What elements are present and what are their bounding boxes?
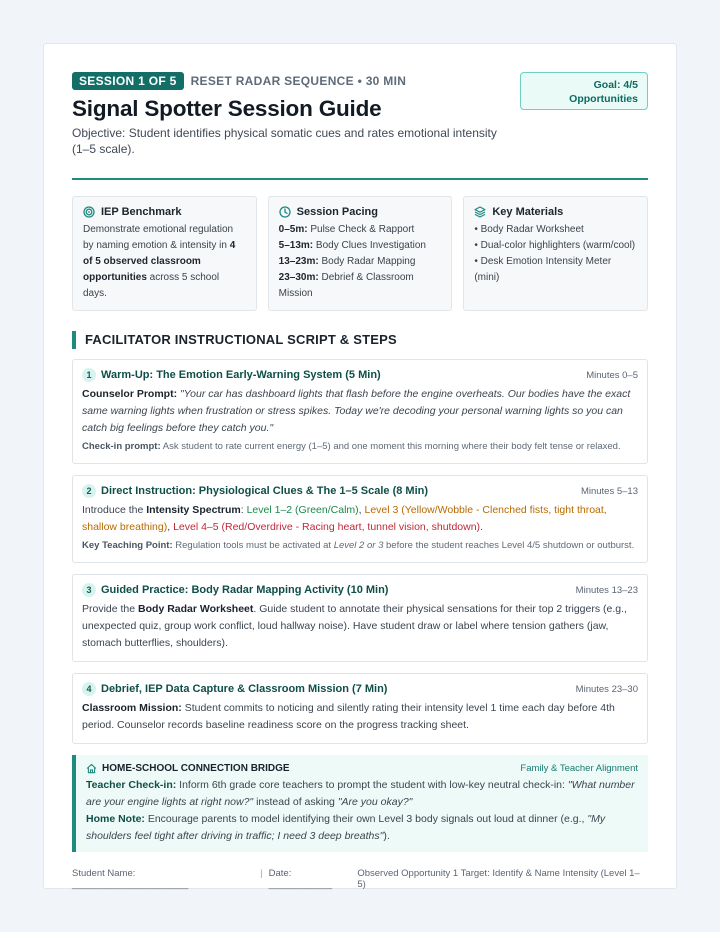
teacher-checkin-text: instead of asking	[253, 796, 338, 808]
mission-text: Student commits to noticing and silently rating their intensity level 1 time each day before 4th period. Counselor records baseline readiness score on the progress tracking sheet.	[82, 702, 615, 731]
pacing-time: 13–23m:	[278, 256, 319, 267]
intro-text: Introduce the	[82, 504, 147, 516]
step-title	[82, 583, 388, 597]
pacing-row	[279, 254, 442, 270]
materials-card-title: Key Materials	[492, 206, 564, 218]
prompt-label: Counselor Prompt:	[82, 388, 178, 400]
punctuation: ,	[167, 521, 174, 533]
practice-text: Provide the	[82, 603, 139, 615]
teacher-question: "What number are your engine lights at right now?"	[86, 779, 635, 808]
clock-icon	[279, 206, 291, 218]
step-card-1	[72, 359, 648, 464]
practice-text: . Guide student to annotate their physical sensations for their top 2 triggers (e.g., unexpected quiz, group work conflict, loud hallway noise). Have student draw or label where tension gathers (jaw, stomach butterflies, shoulders).	[82, 603, 627, 649]
step-minutes: Minutes 13–23	[575, 584, 638, 596]
bridge-title-text: HOME-SCHOOL CONNECTION BRIDGE	[102, 763, 290, 774]
pacing-activity: Body Radar Mapping	[318, 256, 416, 267]
pacing-card-title: Session Pacing	[296, 206, 378, 218]
teacher-checkin-text: Inform 6th grade core teachers to prompt the student with low-key neutral check-in:	[176, 779, 568, 791]
objective: Objective: Student identifies physical somatic cues and rates emotional intensity (1–5 scale).	[72, 126, 497, 156]
home-note-text: Encourage parents to model identifying their own Level 3 body signals out loud at dinner (e.g.,	[144, 813, 588, 825]
student-name-field[interactable]: Student Name: ______________________	[72, 868, 189, 890]
step-minutes: Minutes 5–13	[580, 485, 638, 497]
pacing-activity: Body Clues Investigation	[313, 240, 426, 251]
materials-list	[474, 222, 637, 286]
session-guide-page	[43, 43, 677, 889]
step-title-text: Warm-Up: The Emotion Early-Warning System (5 Min)	[101, 369, 381, 381]
home-icon	[86, 763, 97, 774]
pacing-time: 23–30m:	[278, 272, 319, 283]
benchmark-card-title: IEP Benchmark	[101, 206, 182, 218]
pacing-card	[268, 196, 453, 311]
mission-label: Classroom Mission:	[82, 702, 182, 714]
counselor-prompt	[82, 386, 638, 437]
material-item: • Desk Emotion Intensity Meter (mini)	[474, 256, 612, 283]
step-card-2	[72, 475, 648, 563]
teaching-point-text: Regulation tools must be activated at	[172, 540, 334, 551]
step-minutes: Minutes 23–30	[575, 683, 638, 695]
pacing-list	[279, 222, 442, 302]
step-card-3	[72, 574, 648, 662]
bridge-title	[86, 763, 290, 774]
sequence-label: RESET RADAR SEQUENCE • 30 MIN	[190, 74, 407, 88]
step-header	[82, 583, 638, 597]
step-minutes: Minutes 0–5	[586, 369, 638, 381]
teacher-checkin-label: Teacher Check-in:	[86, 779, 177, 791]
teaching-point-label: Key Teaching Point:	[82, 540, 173, 551]
goal-unit: Opportunities	[569, 93, 638, 105]
home-note-text: ).	[383, 830, 390, 842]
teacher-question: "Are you okay?"	[337, 796, 413, 808]
teacher-checkin	[86, 777, 638, 811]
step-header	[82, 484, 638, 498]
pacing-card-header	[279, 206, 442, 218]
spectrum-label: Intensity Spectrum	[146, 504, 241, 516]
teaching-point	[82, 539, 638, 553]
worksheet-name: Body Radar Worksheet	[138, 603, 254, 615]
teaching-point-text: before the student reaches Level 4/5 shutdown or outburst.	[383, 540, 635, 551]
step-number: 1	[82, 368, 96, 382]
home-note	[86, 811, 638, 845]
prompt-text: "Your car has dashboard lights that flash before the engine overheats. Our bodies have the exact same warning lights when frustration or stress spikes. Today we're decoding your personal warning lights so you can catch big feelings before they catch you."	[82, 388, 631, 434]
checkin-text: Ask student to rate current energy (1–5) and one moment this morning where their body felt tense or relaxed.	[160, 441, 621, 452]
benchmark-card	[72, 196, 257, 311]
benchmark-text	[83, 222, 246, 302]
pacing-time: 5–13m:	[278, 240, 314, 251]
level-green: Level 1–2 (Green/Calm)	[246, 504, 359, 516]
punctuation: :	[240, 504, 247, 516]
pacing-row	[279, 270, 442, 302]
level-red: Level 4–5 (Red/Overdrive - Racing heart, tunnel vision, shutdown)	[173, 521, 481, 533]
step-header	[82, 682, 638, 696]
header	[72, 72, 648, 180]
home-school-bridge	[72, 755, 648, 852]
benchmark-text-b: across 5 school days.	[83, 272, 220, 299]
benchmark-card-header	[83, 206, 246, 218]
home-note-label: Home Note:	[86, 813, 145, 825]
material-item: • Dual-color highlighters (warm/cool)	[474, 240, 636, 251]
pacing-activity: Pulse Check & Rapport	[307, 224, 415, 235]
checkin-label: Check-in prompt:	[82, 441, 161, 452]
step-title	[82, 368, 381, 382]
guided-practice-text	[82, 601, 638, 652]
step-title-text: Debrief, IEP Data Capture & Classroom Mission (7 Min)	[101, 683, 388, 695]
materials-card-header	[474, 206, 637, 218]
home-note-quote: "My shoulders feel tight after driving in traffic; I need 3 deep breaths"	[86, 813, 606, 842]
footer	[72, 868, 648, 890]
layers-icon	[474, 206, 486, 218]
bridge-header	[86, 763, 638, 774]
script-section-title: FACILITATOR INSTRUCTIONAL SCRIPT & STEPS	[72, 331, 648, 349]
material-item: • Body Radar Worksheet	[474, 224, 584, 235]
step-title-text: Guided Practice: Body Radar Mapping Activity (10 Min)	[101, 584, 389, 596]
footer-separator: |	[260, 868, 263, 879]
target-icon	[83, 206, 95, 218]
step-header	[82, 368, 638, 382]
level-yellow: Level 3 (Yellow/Wobble - Clenched fists, tight throat, shallow breathing)	[82, 504, 607, 533]
observed-target: Observed Opportunity 1 Target: Identify & Name Intensity (Level 1–5)	[357, 868, 640, 890]
pacing-row	[279, 238, 442, 254]
pacing-time: 0–5m:	[278, 224, 308, 235]
step-number: 4	[82, 682, 96, 696]
checkin-prompt	[82, 440, 638, 454]
step-number: 3	[82, 583, 96, 597]
step-title	[82, 682, 387, 696]
date-field[interactable]: Date: ____________	[268, 868, 333, 890]
teaching-point-emphasis: Level 2 or 3	[333, 540, 384, 551]
benchmark-target: 4 of 5 observed classroom opportunities	[83, 240, 236, 283]
step-card-4	[72, 673, 648, 744]
step-number: 2	[82, 484, 96, 498]
materials-card	[463, 196, 648, 311]
pacing-row	[279, 222, 442, 238]
step-title	[82, 484, 428, 498]
bridge-tag: Family & Teacher Alignment	[520, 763, 638, 774]
punctuation: .	[480, 521, 483, 533]
info-cards	[72, 196, 648, 311]
classroom-mission	[82, 700, 638, 734]
session-badge: SESSION 1 OF 5	[72, 72, 184, 90]
punctuation: ,	[358, 504, 365, 516]
benchmark-text-a: Demonstrate emotional regulation by naming emotion & intensity in	[83, 224, 234, 251]
step-title-text: Direct Instruction: Physiological Clues & The 1–5 Scale (8 Min)	[101, 485, 429, 497]
pacing-activity: Debrief & Classroom Mission	[278, 272, 414, 299]
page-title: Signal Spotter Session Guide	[72, 96, 382, 121]
intensity-spectrum	[82, 502, 638, 536]
footer-fields	[72, 868, 357, 890]
goal-value: Goal: 4/5	[593, 79, 638, 91]
goal-badge	[520, 72, 648, 110]
